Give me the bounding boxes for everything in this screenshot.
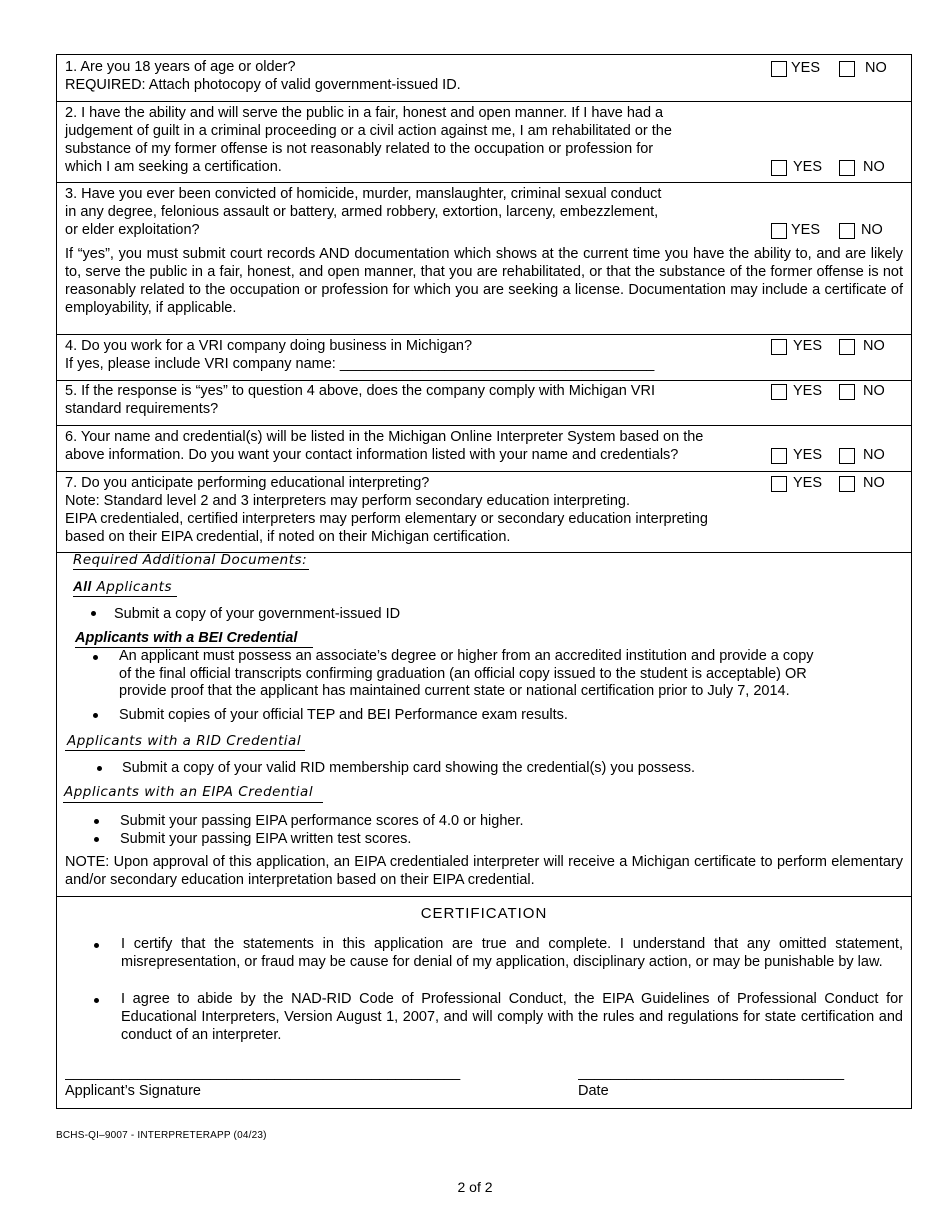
question-1-text: 1. Are you 18 years of age or older? REQUIRED: Attach photocopy of valid government-issued ID.	[65, 59, 461, 93]
all-applicants-item: Submit a copy of your government-issued ID	[114, 606, 401, 622]
question-5-row	[57, 381, 911, 426]
required-docs-title: Required Additional Documents:	[73, 552, 308, 568]
question-7-yes-no: YES NO	[771, 474, 911, 492]
required-documents-section	[57, 553, 911, 897]
question-3-yes-no: YES NO	[771, 221, 911, 239]
bei-item-degree: An applicant must possess an associate’s degree or higher from an accredited institution and provide a copy of the final official transcripts confirming graduation (an official copy issued to the student is acceptable) OR provide proof that the applicant has maintained current state or national certification prior to July 7, 2014.	[119, 648, 814, 699]
question-5-no-checkbox[interactable]	[839, 384, 855, 400]
question-2-yes-no: YES NO	[771, 158, 911, 176]
all-applicants-heading: All Applicants	[73, 579, 173, 595]
question-7-no-checkbox[interactable]	[839, 476, 855, 492]
eipa-heading: Applicants with an EIPA Credential	[64, 784, 314, 800]
certification-statement-2: I agree to abide by the NAD-RID Code of Professional Conduct, the EIPA Guidelines of Professional Conduct for Educational Interpreters, Version August 1, 2007, and will comply with the rules and regulations for state certification and conduct of an interpreter.	[121, 991, 903, 1043]
eipa-item-written: Submit your passing EIPA written test scores.	[120, 831, 412, 847]
certification-section	[57, 897, 911, 1108]
question-2-yes-checkbox[interactable]	[771, 160, 787, 176]
date-line[interactable]: _________________________________	[578, 1065, 845, 1081]
certification-title: CERTIFICATION	[420, 905, 548, 922]
question-7-yes-checkbox[interactable]	[771, 476, 787, 492]
question-4-yes-no: YES NO	[771, 337, 911, 355]
question-2-row	[57, 102, 911, 183]
question-1-yes-no: YES NO	[771, 59, 911, 77]
question-4-row	[57, 335, 911, 381]
question-1-row	[57, 55, 911, 102]
question-4-text: 4. Do you work for a VRI company doing business in Michigan? If yes, please include VRI company name: _______________________________________	[65, 338, 655, 372]
question-4-no-checkbox[interactable]	[839, 339, 855, 355]
question-5-text: 5. If the response is “yes” to question 4 above, does the company comply with Michigan VRI standard requirements?	[65, 383, 655, 417]
application-form	[56, 54, 912, 1109]
question-6-row	[57, 426, 911, 472]
eipa-note: NOTE: Upon approval of this application, an EIPA credentialed interpreter will receive a Michigan certificate to perform elementary and/or secondary education interpretation based on their EIPA credential.	[65, 854, 903, 888]
question-3-note: If “yes”, you must submit court records AND documentation which shows at the current time you have the ability to, and are likely to, serve the public in a fair, honest, and open manner, that you are rehabilitated, or that the substance of the former offense is not reasonably related to the occupation or profession for which you are seeking a license. Documentation may include a certificate of employability, if applicable.	[65, 246, 903, 316]
question-6-no-checkbox[interactable]	[839, 448, 855, 464]
question-6-text: 6. Your name and credential(s) will be listed in the Michigan Online Interpreter System based on the above information. Do you want your contact information listed with your name and credentials?	[65, 429, 704, 463]
question-1-no-checkbox[interactable]	[839, 61, 855, 77]
question-7-text: 7. Do you anticipate performing educational interpreting? Note: Standard level 2 and 3 interpreters may perform secondary education interpreting. EIPA credentialed, certified interpreters may perform elementary or secondary education interpreting based on their EIPA credential, if noted on their Michigan certification.	[65, 475, 708, 545]
question-7-row	[57, 472, 911, 553]
question-4-yes-checkbox[interactable]	[771, 339, 787, 355]
signature-line[interactable]: _________________________________________________	[65, 1065, 461, 1081]
rid-item: Submit a copy of your valid RID membership card showing the credential(s) you possess.	[122, 760, 696, 776]
form-code: BCHS-QI–9007 - INTERPRETERAPP (04/23)	[56, 1130, 267, 1141]
question-1-yes-checkbox[interactable]	[771, 61, 787, 77]
bei-item-exam: Submit copies of your official TEP and BEI Performance exam results.	[119, 707, 568, 723]
question-3-text: 3. Have you ever been convicted of homicide, murder, manslaughter, criminal sexual conduct in any degree, felonious assault or battery, armed robbery, extortion, larceny, embezzlement, or elder exploitation?	[65, 186, 662, 238]
question-6-yes-no: YES NO	[771, 446, 911, 464]
question-6-yes-checkbox[interactable]	[771, 448, 787, 464]
rid-heading: Applicants with a RID Credential	[67, 733, 302, 749]
question-2-no-checkbox[interactable]	[839, 160, 855, 176]
certification-statement-1: I certify that the statements in this application are true and complete. I understand that any omitted statement, misrepresentation, or fraud may be cause for denial of my application, disciplinary action, or may be punishable by law.	[121, 936, 903, 970]
bei-heading: Applicants with a BEI Credential	[75, 630, 298, 646]
question-5-yes-checkbox[interactable]	[771, 384, 787, 400]
question-2-text: 2. I have the ability and will serve the public in a fair, honest and open manner. If I have had a judgement of guilt in a criminal proceeding or a civil action against me, I am rehabilitated or the substance of my former offense is not reasonably related to the occupation or profession for which I am seeking a certification.	[65, 105, 672, 175]
question-3-row	[57, 183, 911, 335]
page-number: 2 of 2	[457, 1179, 493, 1195]
signature-label: Applicant’s Signature	[65, 1083, 201, 1099]
question-3-yes-checkbox[interactable]	[771, 223, 787, 239]
question-3-no-checkbox[interactable]	[839, 223, 855, 239]
question-5-yes-no: YES NO	[771, 382, 911, 400]
eipa-item-performance: Submit your passing EIPA performance scores of 4.0 or higher.	[120, 813, 524, 829]
date-label: Date	[578, 1083, 609, 1099]
